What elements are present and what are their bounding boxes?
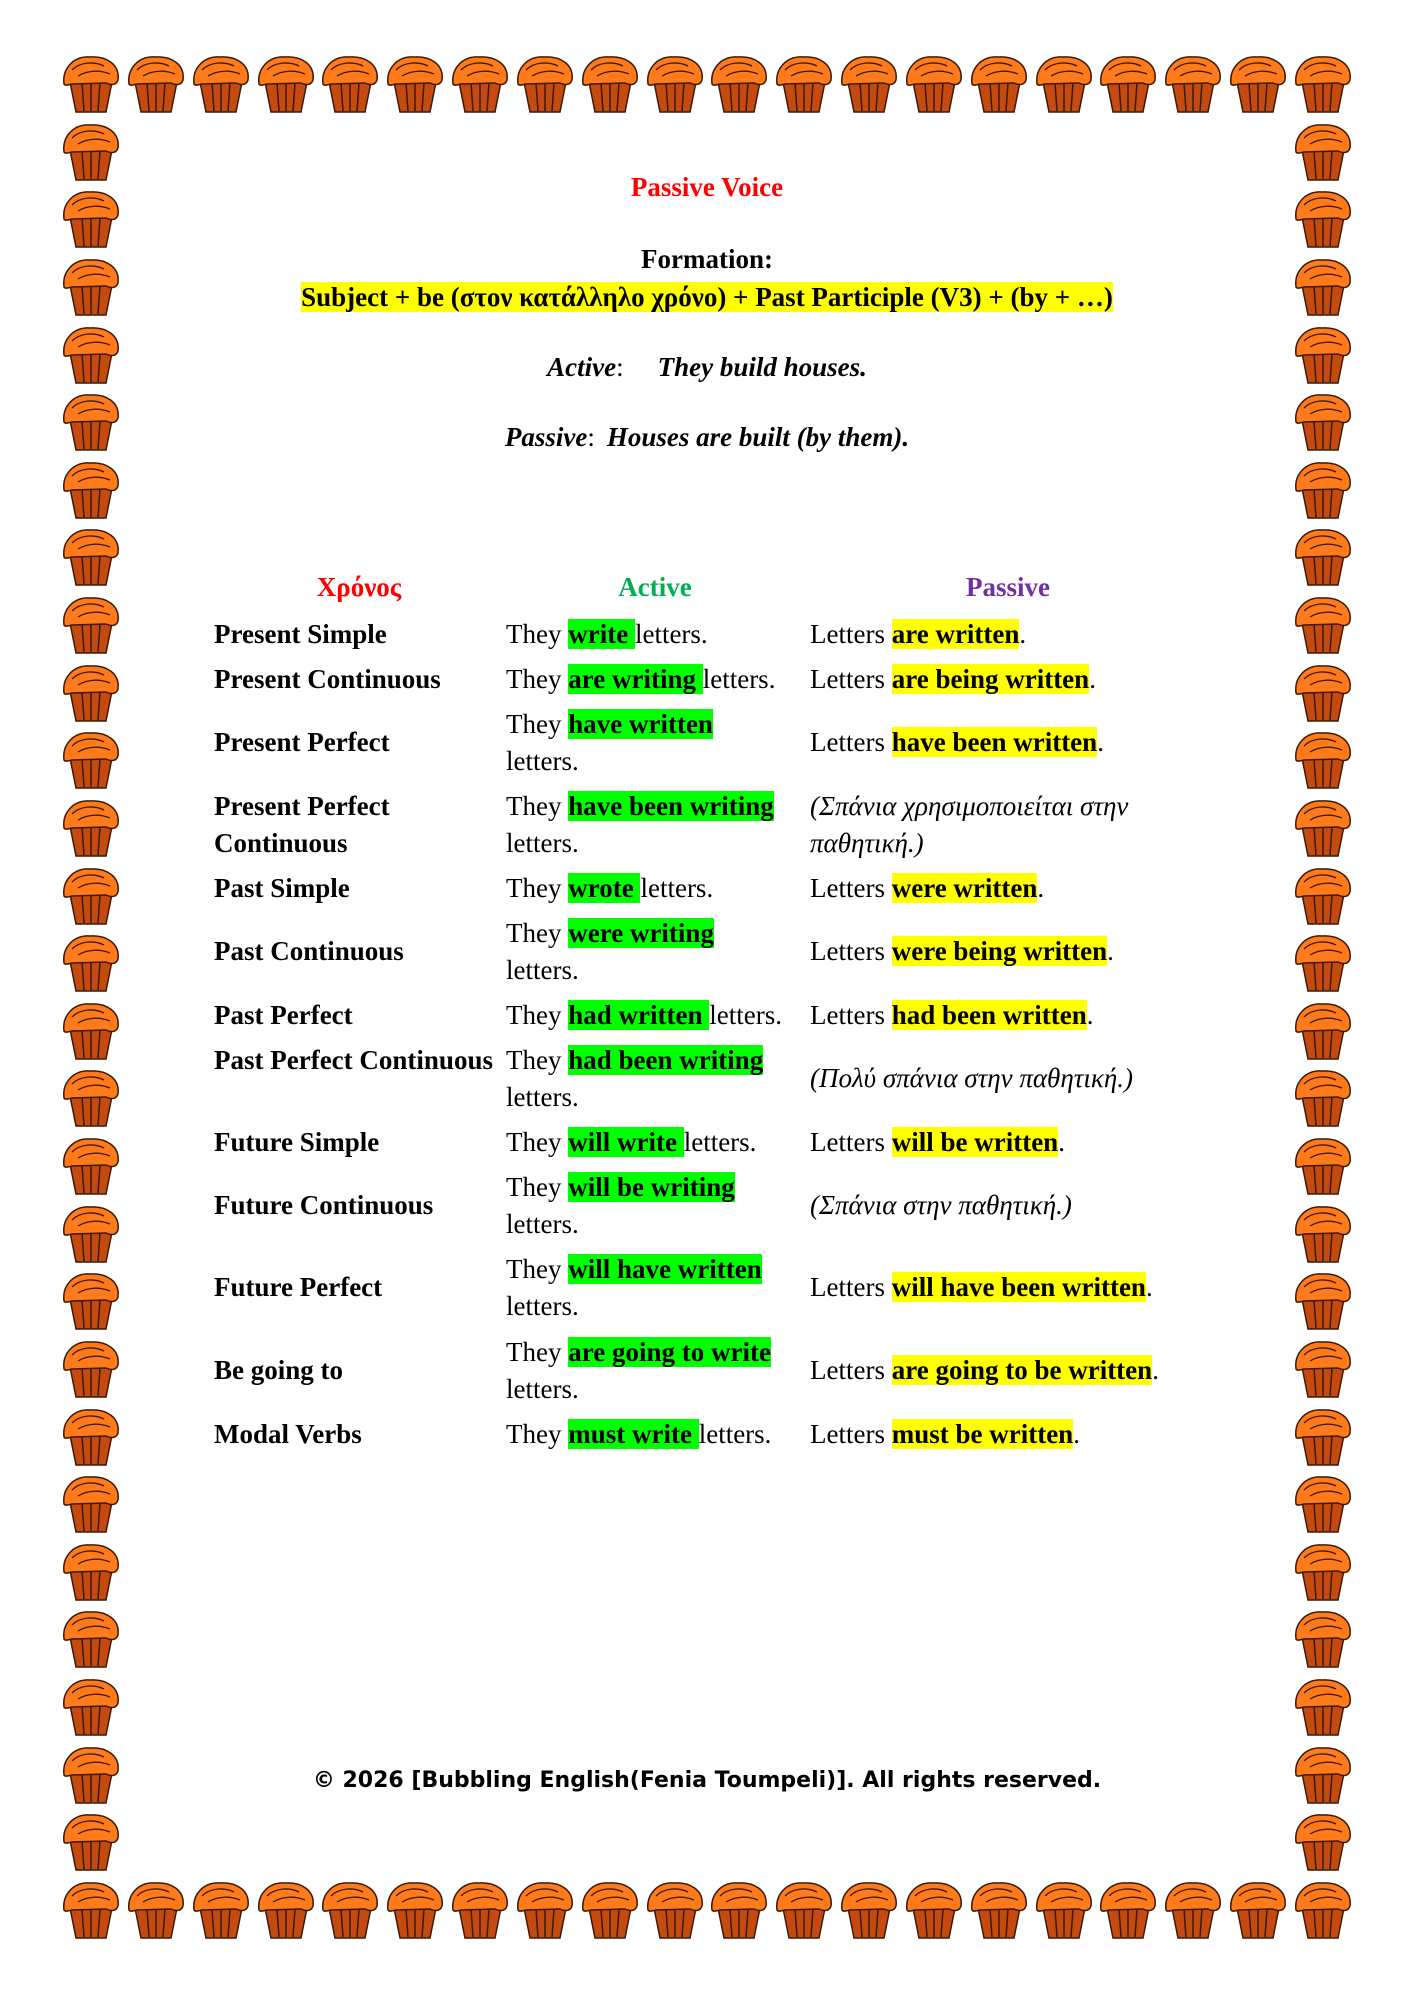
muffin-icon [253, 1876, 319, 1942]
tense-name: Past Perfect Continuous [214, 1045, 493, 1075]
muffin-icon [771, 50, 837, 116]
muffin-icon [253, 50, 319, 116]
muffin-icon [1225, 50, 1291, 116]
passive-verb-highlight: are going to be written [891, 1355, 1153, 1385]
passive-end: . [1152, 1355, 1159, 1385]
active-verb-highlight: write [568, 619, 635, 649]
muffin-icon [58, 1673, 124, 1739]
muffin-icon [58, 1605, 124, 1671]
muffin-icon [706, 1876, 772, 1942]
active-object: letters. [634, 619, 708, 649]
table-row [0, 616, 1414, 653]
muffin-icon [58, 523, 124, 589]
active-subject: They [506, 664, 562, 694]
muffin-icon [58, 1470, 124, 1536]
muffin-icon [1290, 1605, 1356, 1671]
active-form [506, 997, 806, 1034]
active-object: letters. [702, 664, 776, 694]
active-object: letters. [506, 828, 579, 858]
passive-example [0, 422, 1414, 453]
muffin-icon [123, 1876, 189, 1942]
muffin-icon [642, 1876, 708, 1942]
muffin-icon [1160, 50, 1226, 116]
passive-note: (Πολύ σπάνια στην παθητική.) [810, 1063, 1133, 1093]
muffin-icon [1290, 1673, 1356, 1739]
active-example [0, 352, 1414, 383]
active-verb-highlight: have written [568, 709, 713, 739]
active-form [506, 915, 806, 989]
passive-verb-highlight: have been written [891, 727, 1098, 757]
passive-subject: Letters [810, 1355, 885, 1385]
active-example-sentence: They build houses. [657, 352, 867, 382]
tense-name: Present Perfect Continuous [214, 791, 390, 858]
muffin-icon [58, 1808, 124, 1874]
passive-verb-highlight: must be written [891, 1419, 1074, 1449]
muffin-icon [901, 1876, 967, 1942]
muffin-icon [317, 1876, 383, 1942]
table-row [0, 1042, 1414, 1116]
passive-note: (Σπάνια στην παθητική.) [810, 1190, 1072, 1220]
active-subject: They [506, 709, 562, 739]
passive-subject: Letters [810, 1127, 885, 1157]
tense-name: Past Continuous [214, 936, 404, 966]
muffin-icon [966, 50, 1032, 116]
muffin-icon [1225, 1876, 1291, 1942]
active-verb-highlight: wrote [568, 873, 641, 903]
active-verb-highlight: were writing [568, 918, 714, 948]
passive-end: . [1145, 1272, 1153, 1302]
active-verb-highlight: will be writing [568, 1172, 735, 1202]
passive-verb-highlight: were being written [891, 936, 1108, 966]
formation-label: Formation: [641, 244, 773, 274]
tense-name: Modal Verbs [214, 1419, 362, 1449]
muffin-icon [58, 1876, 124, 1942]
passive-subject: Letters [810, 727, 885, 757]
passive-form [810, 724, 1210, 761]
active-object: letters. [506, 1082, 579, 1112]
tense-name: Future Perfect [214, 1272, 383, 1302]
active-verb-highlight: are writing [568, 664, 703, 694]
active-form [506, 1042, 806, 1116]
passive-form [810, 661, 1210, 698]
muffin-icon [1290, 523, 1356, 589]
muffin-icon [123, 50, 189, 116]
table-row [0, 1124, 1414, 1161]
active-subject: They [506, 1045, 562, 1075]
table-row [0, 915, 1414, 989]
passive-end: . [1086, 1000, 1094, 1030]
passive-end: . [1019, 619, 1027, 649]
active-object: letters. [506, 746, 579, 776]
active-subject: They [506, 619, 562, 649]
muffin-icon [512, 50, 578, 116]
table-row [0, 997, 1414, 1034]
active-form [506, 1416, 806, 1453]
muffin-icon [58, 1538, 124, 1604]
muffin-icon [447, 1876, 513, 1942]
active-form [506, 788, 806, 862]
muffin-icon [382, 50, 448, 116]
active-subject: They [506, 1127, 562, 1157]
passive-form [810, 1416, 1210, 1453]
active-form [506, 661, 806, 698]
active-verb-highlight: had written [568, 1000, 710, 1030]
muffin-icon [706, 50, 772, 116]
passive-subject: Letters [810, 1419, 885, 1449]
muffin-icon [642, 50, 708, 116]
active-verb-highlight: have been writing [568, 791, 774, 821]
passive-verb-highlight: will have been written [891, 1272, 1146, 1302]
passive-subject: Letters [810, 1272, 885, 1302]
passive-example-label: Passive: [504, 422, 595, 452]
passive-form [810, 997, 1210, 1034]
active-object: letters. [709, 1000, 782, 1030]
tense-name: Future Continuous [214, 1190, 434, 1220]
active-form [506, 1334, 806, 1408]
muffin-icon [836, 50, 902, 116]
muffin-icon [382, 1876, 448, 1942]
tense-name: Present Continuous [214, 664, 441, 694]
active-verb-highlight: will have written [568, 1254, 762, 1284]
active-object: letters. [698, 1419, 772, 1449]
active-verb-highlight: must write [568, 1419, 699, 1449]
muffin-icon [966, 1876, 1032, 1942]
active-object: letters. [640, 873, 714, 903]
active-subject: They [506, 1254, 562, 1284]
passive-end: . [1107, 936, 1114, 966]
tense-name: Past Perfect [214, 1000, 353, 1030]
active-subject: They [506, 1337, 562, 1367]
formation-rule [0, 282, 1414, 313]
active-form [506, 870, 806, 907]
table-row [0, 1334, 1414, 1408]
muffin-icon [58, 456, 124, 522]
tense-name: Future Simple [214, 1127, 380, 1157]
active-form [506, 616, 806, 653]
active-subject: They [506, 1172, 562, 1202]
passive-form [810, 933, 1210, 970]
passive-subject: Letters [810, 873, 885, 903]
passive-form [810, 1060, 1210, 1097]
active-verb-highlight: had been writing [568, 1045, 764, 1075]
active-form [506, 1169, 806, 1243]
passive-form [810, 1124, 1210, 1161]
active-verb-highlight: are going to write [568, 1337, 771, 1367]
table-row [0, 1169, 1414, 1243]
muffin-icon [577, 50, 643, 116]
active-object: letters. [683, 1127, 757, 1157]
tense-name: Present Simple [214, 619, 387, 649]
passive-form [810, 616, 1210, 653]
active-subject: They [506, 918, 562, 948]
active-form [506, 1251, 806, 1325]
table-row [0, 1416, 1414, 1453]
passive-note: (Σπάνια χρησιμοποιείται στην παθητική.) [810, 791, 1129, 858]
active-verb-highlight: will write [568, 1127, 684, 1157]
muffin-icon [1095, 50, 1161, 116]
passive-subject: Letters [810, 664, 885, 694]
active-object: letters. [506, 955, 579, 985]
active-subject: They [506, 1419, 562, 1449]
passive-end: . [1089, 664, 1096, 694]
muffin-icon [58, 50, 124, 116]
passive-verb-highlight: will be written [891, 1127, 1059, 1157]
active-subject: They [506, 873, 562, 903]
passive-form [810, 870, 1210, 907]
passive-subject: Letters [810, 619, 885, 649]
table-row [0, 870, 1414, 907]
passive-end: . [1058, 1127, 1065, 1157]
muffin-icon [188, 1876, 254, 1942]
muffin-icon [1290, 1470, 1356, 1536]
active-object: letters. [506, 1291, 579, 1321]
active-form [506, 1124, 806, 1161]
muffin-icon [1160, 1876, 1226, 1942]
header-passive: Passive [966, 572, 1050, 602]
active-example-label: Active: [547, 352, 624, 382]
active-subject: They [506, 1000, 562, 1030]
muffin-icon [1290, 456, 1356, 522]
passive-form [810, 1187, 1210, 1224]
passive-end: . [1037, 873, 1045, 903]
muffin-icon [901, 50, 967, 116]
muffin-icon [317, 50, 383, 116]
passive-verb-highlight: were written [891, 873, 1038, 903]
muffin-icon [1290, 50, 1356, 116]
active-form [506, 706, 806, 780]
tense-name: Past Simple [214, 873, 350, 903]
active-subject: They [506, 791, 562, 821]
muffin-icon [1290, 1808, 1356, 1874]
header-tense: Χρόνος [316, 572, 402, 602]
table-row [0, 1251, 1414, 1325]
active-object: letters. [506, 1209, 579, 1239]
table-row [0, 661, 1414, 698]
muffin-icon [1031, 50, 1097, 116]
copyright-footer: © 2026 [Bubbling English(Fenia Toumpeli)]. All rights reserved. [312, 1768, 1102, 1793]
muffin-icon [447, 50, 513, 116]
passive-verb-highlight: are written [891, 619, 1020, 649]
active-object: letters. [506, 1374, 579, 1404]
muffin-icon [188, 50, 254, 116]
passive-subject: Letters [810, 936, 885, 966]
muffin-icon [577, 1876, 643, 1942]
passive-example-sentence: Houses are built (by them). [606, 422, 910, 452]
table-row [0, 706, 1414, 780]
muffin-icon [1095, 1876, 1161, 1942]
passive-subject: Letters [810, 1000, 885, 1030]
header-active: Active [618, 572, 692, 602]
muffin-icon [1290, 1876, 1356, 1942]
muffin-icon [512, 1876, 578, 1942]
passive-end: . [1073, 1419, 1080, 1449]
passive-form [810, 1269, 1210, 1306]
muffin-icon [771, 1876, 837, 1942]
passive-form [810, 788, 1210, 862]
table-row [0, 788, 1414, 862]
tense-name: Present Perfect [214, 727, 390, 757]
muffin-icon [836, 1876, 902, 1942]
tense-name: Be going to [214, 1355, 344, 1385]
formation-rule-text: Subject + be (στον κατάλληλο χρόνο) + Past Participle (V3) + (by + …) [301, 282, 1113, 312]
page-title: Passive Voice [630, 172, 784, 202]
passive-verb-highlight: are being written [891, 664, 1090, 694]
passive-verb-highlight: had been written [891, 1000, 1087, 1030]
passive-form [810, 1352, 1210, 1389]
muffin-icon [1031, 1876, 1097, 1942]
passive-end: . [1097, 727, 1104, 757]
muffin-icon [1290, 1538, 1356, 1604]
